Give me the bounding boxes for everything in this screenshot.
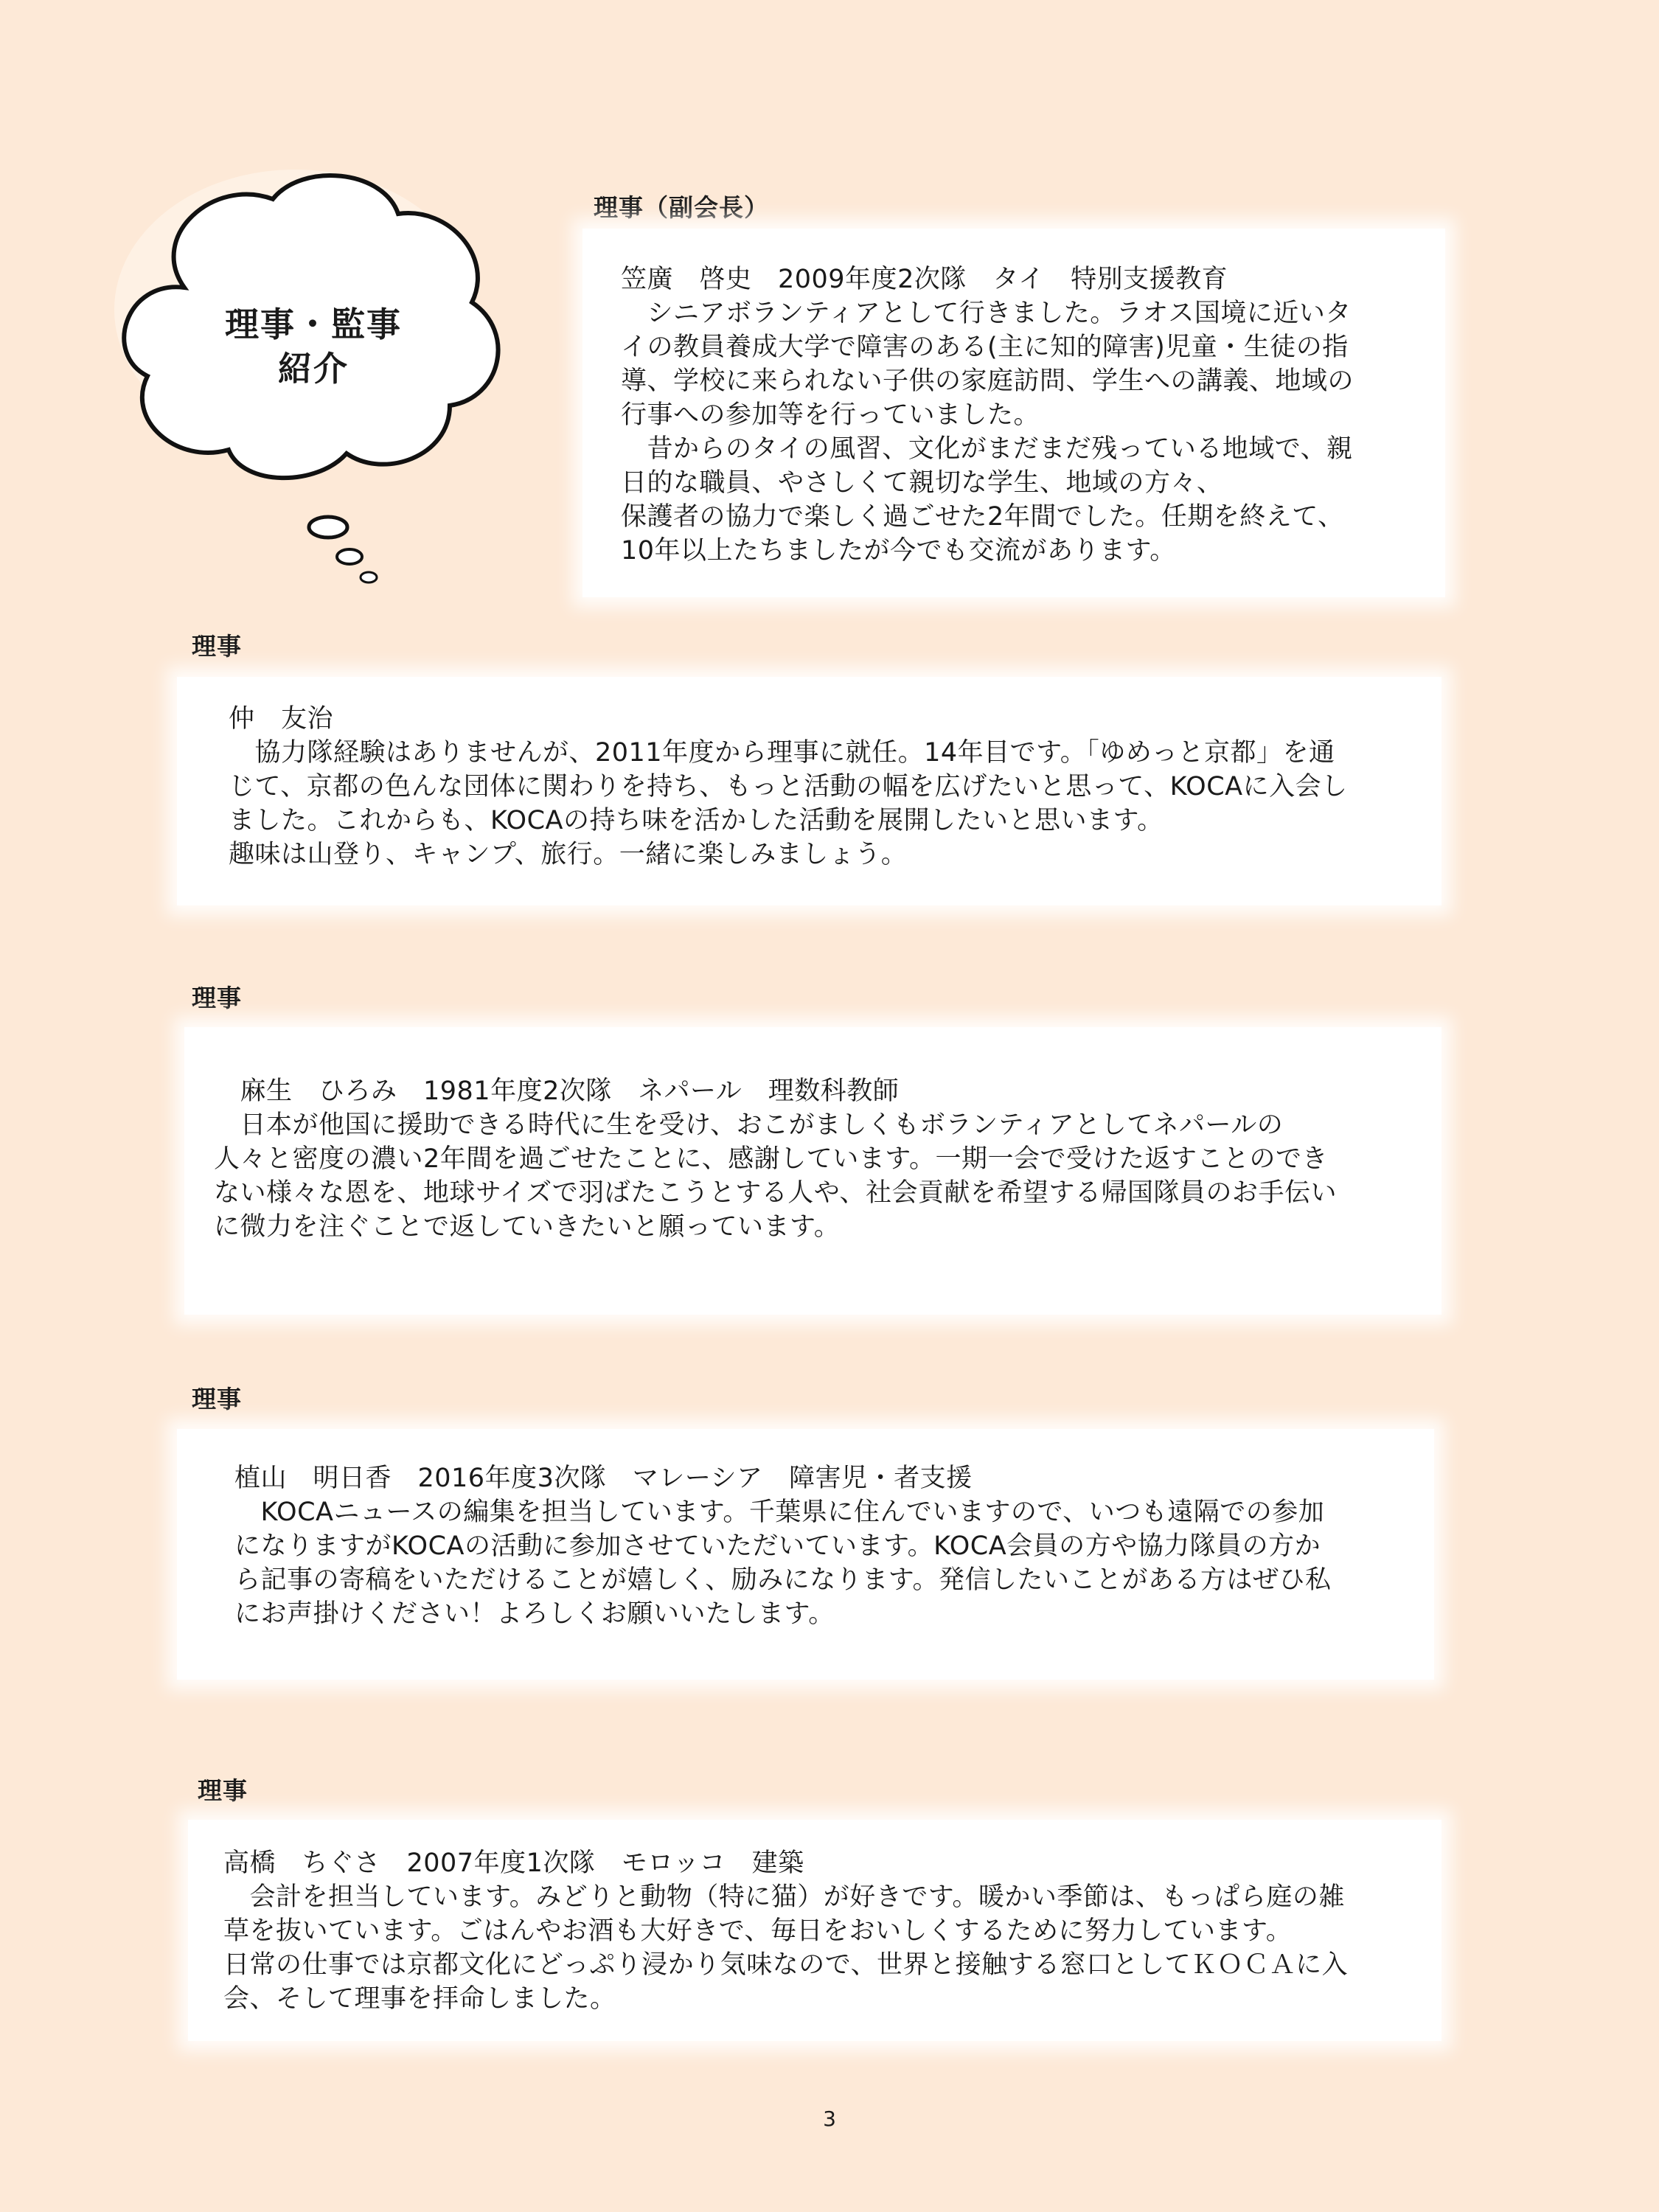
- profile-line: 日常の仕事では京都文化にどっぷり浸かり気味なので、世界と接触する窓口としてＫＯＣＡに入: [223, 1950, 1349, 1980]
- profile-line: 協力隊経験はありませんが、2011年度から理事に就任。14年目です。「ゆめっと京都」を通: [229, 738, 1335, 768]
- profile-text: [214, 1074, 1337, 1244]
- profile-text: [621, 262, 1354, 568]
- page-title-line-1: 理事・監事: [225, 305, 402, 344]
- profile-line: に微力を注ぐことで返していきたいと願っています。: [214, 1212, 841, 1242]
- thought-dot-medium: [337, 549, 362, 564]
- profile-text: [223, 1846, 1348, 2016]
- profile-card-ueyama: [177, 1429, 1434, 1680]
- profile-line: 日的な職員、やさしくて親切な学生、地域の方々、: [621, 468, 1223, 498]
- profile-card-naka: [177, 677, 1441, 905]
- profile-line: 日本が他国に援助できる時代に生を受け、おこがましくもボランティアとしてネパールの: [214, 1110, 1284, 1140]
- page-title: [192, 302, 435, 391]
- page-number: 3: [823, 2107, 836, 2131]
- section-label-director: 理事: [192, 984, 242, 1012]
- profile-line: 行事への参加等を行っていました。: [621, 400, 1040, 430]
- profile-line: 導、学校に来られない子供の家庭訪問、学生への講義、地域の: [621, 366, 1354, 396]
- thought-dot-large: [309, 517, 347, 538]
- profile-line: じて、京都の色んな団体に関わりを持ち、もっと活動の幅を広げたいと思って、KOCAに入会し: [229, 772, 1348, 801]
- profile-text: [234, 1461, 1332, 1631]
- profile-line: にお声掛けください！よろしくお願いいたします。: [234, 1599, 835, 1629]
- profile-card-aso: [184, 1027, 1441, 1315]
- profile-line: 笠廣 啓史 2009年度2次隊 タイ 特別支援教育: [621, 265, 1228, 294]
- profile-line: ない様々な恩を、地球サイズで羽ばたこうとする人や、社会貢献を希望する帰国隊員のお手伝い: [214, 1178, 1338, 1208]
- profile-text: [229, 702, 1348, 872]
- thought-bubble: [103, 162, 553, 590]
- profile-line: ました。これからも、KOCAの持ち味を活かした活動を展開したいと思います。: [229, 806, 1164, 835]
- profile-line: イの教員養成大学で障害のある(主に知的障害)児童・生徒の指: [621, 333, 1349, 362]
- profile-line: 草を抜いています。ごはんやお酒も大好きで、毎日をおいしくするために努力しています。: [223, 1916, 1293, 1946]
- profile-line: 植山 明日香 2016年度3次隊 マレーシア 障害児・者支援: [234, 1464, 973, 1493]
- profile-line: KOCAニュースの編集を担当しています。千葉県に住んでいますので、いつも遠隔での参加: [234, 1498, 1325, 1527]
- profile-line: シニアボランティアとして行きました。ラオス国境に近いタ: [621, 299, 1352, 328]
- section-label-director: 理事: [192, 632, 242, 661]
- profile-line: 麻生 ひろみ 1981年度2次隊 ネパール 理数科教師: [214, 1077, 900, 1106]
- profile-line: ら記事の寄稿をいただけることが嬉しく、励みになります。発信したいことがある方はぜひ私: [234, 1565, 1332, 1595]
- profile-card-vice-chair: [582, 229, 1445, 597]
- section-label-director: 理事: [198, 1776, 248, 1805]
- profile-line: になりますがKOCAの活動に参加させていただいています。KOCA会員の方や協力隊員の方か: [234, 1531, 1321, 1561]
- profile-line: 昔からのタイの風習、文化がまだまだ残っている地域で、親: [621, 434, 1353, 464]
- profile-line: 人々と密度の濃い2年間を過ごせたことに、感謝しています。一期一会で受けた返すことのでき: [214, 1144, 1328, 1174]
- profile-card-takahashi: [188, 1820, 1441, 2041]
- profile-line: 10年以上たちましたが今でも交流があります。: [621, 536, 1176, 566]
- profile-line: 高橋 ちぐさ 2007年度1次隊 モロッコ 建築: [223, 1848, 804, 1878]
- profile-line: 会、そして理事を拝命しました。: [223, 1984, 616, 2014]
- profile-line: 趣味は山登り、キャンプ、旅行。一緒に楽しみましょう。: [229, 840, 908, 869]
- profile-line: 会計を担当しています。みどりと動物（特に猫）が好きです。暖かい季節は、もっぱら庭の雑: [223, 1882, 1345, 1912]
- section-label-vice-chair: 理事（副会長）: [594, 193, 769, 222]
- section-label-director: 理事: [192, 1385, 242, 1413]
- thought-dot-small: [361, 572, 377, 582]
- profile-line: 保護者の協力で楽しく過ごせた2年間でした。任期を終えて、: [621, 502, 1344, 532]
- profile-line: 仲 友治: [229, 704, 334, 734]
- page-title-line-2: 紹介: [278, 349, 349, 389]
